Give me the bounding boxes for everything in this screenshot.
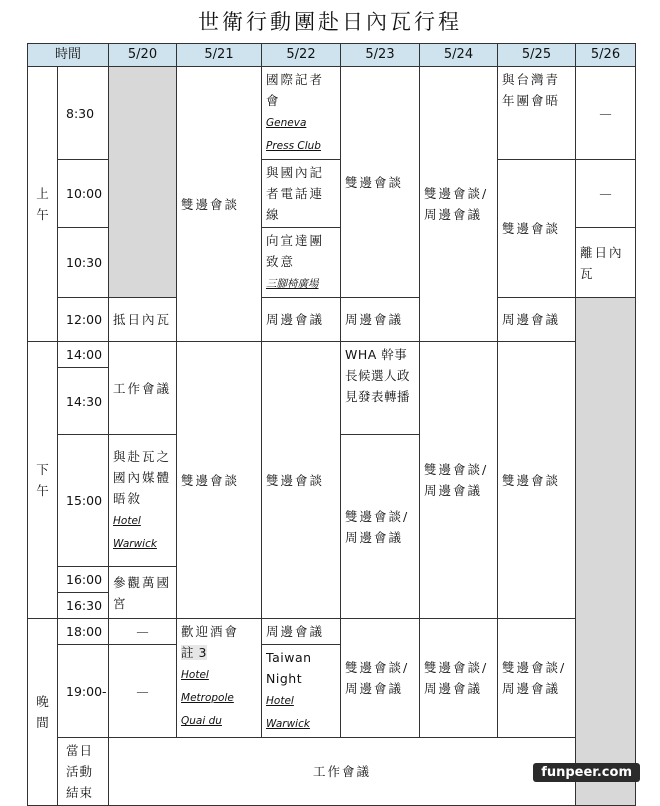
event-cell: 雙邊會談/周邊會議: [420, 342, 498, 619]
table-row: [28, 67, 636, 160]
page-title: 世衛行動團赴日內瓦行程: [198, 10, 462, 34]
schedule-table: [27, 43, 636, 806]
blocked-cell: [576, 298, 636, 806]
header-date: 5/24: [420, 44, 498, 67]
event-cell: 周邊會議: [262, 619, 341, 645]
header-row: [28, 44, 636, 67]
event-cell: —: [576, 160, 636, 228]
event-cell: 雙邊會談: [498, 160, 576, 298]
event-cell: 雙邊會談: [177, 67, 262, 342]
event-cell: 工作會議: [109, 738, 576, 806]
event-cell: 向宣達團致意 三腳椅廣場: [262, 228, 341, 298]
event-cell: 雙邊會談/周邊會議: [498, 619, 576, 738]
event-cell: 周邊會議: [498, 298, 576, 342]
event-cell: 與國內記者電話連線: [262, 160, 341, 228]
header-date: 5/21: [177, 44, 262, 67]
event-cell: 與赴瓦之國內媒體晤敘 Hotel Warwick: [109, 435, 177, 567]
event-cell: —: [109, 619, 177, 645]
header-time: 時間: [28, 44, 109, 67]
period-evening: 晚 間: [28, 619, 58, 806]
event-cell: Taiwan Night Hotel Warwick: [262, 645, 341, 738]
event-cell: —: [576, 67, 636, 160]
watermark: funpeer.com: [533, 763, 640, 782]
time-label: 19:00-: [58, 645, 109, 738]
table-row: [28, 342, 636, 368]
blocked-cell: [109, 67, 177, 298]
event-cell: 工作會議: [109, 342, 177, 435]
header-date: 5/23: [341, 44, 420, 67]
time-label: 18:00: [58, 619, 109, 645]
event-cell: 與台灣青年團會晤: [498, 67, 576, 160]
time-label: 10:00: [58, 160, 109, 228]
event-cell: 雙邊會談: [262, 342, 341, 619]
event-cell: 雙邊會談: [498, 342, 576, 619]
event-cell: 離日內瓦: [576, 228, 636, 298]
time-label: 10:30: [58, 228, 109, 298]
event-cell: WHA 幹事長候選人政見發表轉播: [341, 342, 420, 435]
event-cell: 雙邊會談/周邊會議: [420, 67, 498, 342]
event-cell: 周邊會議: [262, 298, 341, 342]
period-afternoon: 下 午: [28, 342, 58, 619]
event-cell: 國際記者會 Geneva Press Club: [262, 67, 341, 160]
event-cell: 雙邊會談: [177, 342, 262, 619]
event-cell: 周邊會議: [341, 298, 420, 342]
event-cell: 參觀萬國宮: [109, 567, 177, 619]
header-date: 5/26: [576, 44, 636, 67]
event-cell: —: [109, 645, 177, 738]
time-label: 15:00: [58, 435, 109, 567]
event-cell: 雙邊會談/周邊會議: [420, 619, 498, 738]
table-row: [28, 298, 636, 342]
time-label: 8:30: [58, 67, 109, 160]
event-cell: 抵日內瓦: [109, 298, 177, 342]
time-label: 14:00: [58, 342, 109, 368]
header-date: 5/22: [262, 44, 341, 67]
time-label: 12:00: [58, 298, 109, 342]
header-date: 5/25: [498, 44, 576, 67]
time-label: 14:30: [58, 368, 109, 435]
table-row: [28, 619, 636, 645]
event-cell: 歡迎酒會 註 3 Hotel Metropole Quai du: [177, 619, 262, 738]
time-label: 當日 活動 結束: [58, 738, 109, 806]
period-morning: 上 午: [28, 67, 58, 342]
header-date: 5/20: [109, 44, 177, 67]
event-cell: 雙邊會談/周邊會議: [341, 619, 420, 738]
event-cell: 雙邊會談/周邊會議: [341, 435, 420, 619]
time-label: 16:30: [58, 593, 109, 619]
event-cell: 雙邊會談: [341, 67, 420, 298]
time-label: 16:00: [58, 567, 109, 593]
